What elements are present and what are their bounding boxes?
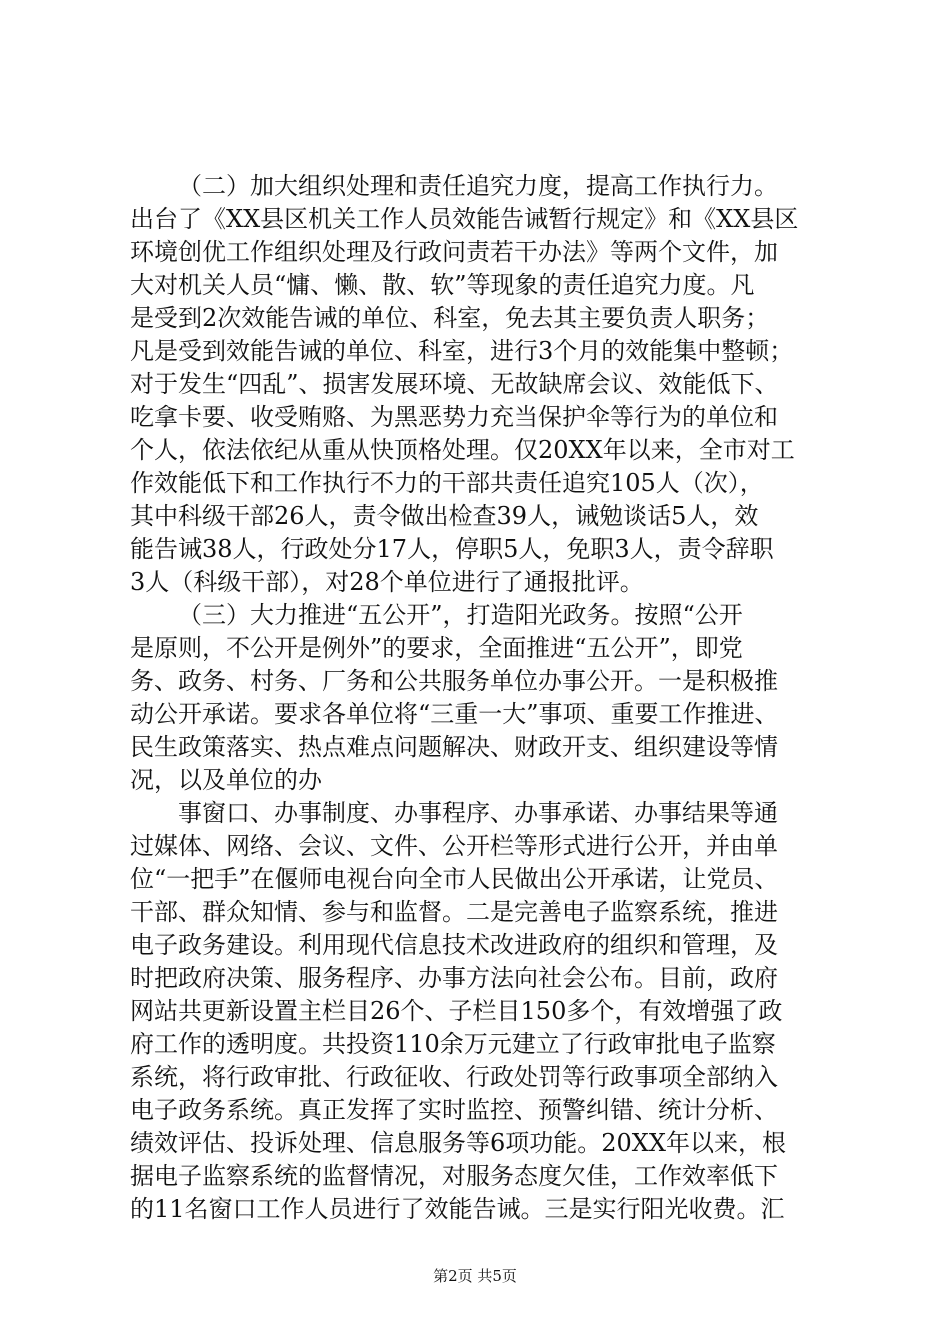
text-line: 系统，将行政审批、行政征收、行政处罚等行政事项全部纳入 (130, 1063, 778, 1091)
text-line: 况，以及单位的办 (130, 766, 322, 794)
text-line: 网站共更新设置主栏目26个、子栏目150多个，有效增强了政 (130, 997, 783, 1025)
text-line: （二）加大组织处理和责任追究力度，提高工作执行力。 (178, 172, 778, 200)
text-line: 出台了《XX县区机关工作人员效能告诫暂行规定》和《XX县区 (130, 205, 799, 233)
text-line: 绩效评估、投诉处理、信息服务等6项功能。20XX年以来，根 (130, 1129, 786, 1157)
page-number: 第2页 共5页 (433, 1267, 517, 1285)
text-line: 过媒体、网络、会议、文件、公开栏等形式进行公开，并由单 (130, 832, 778, 860)
text-line: 电子政务建设。利用现代信息技术改进政府的组织和管理，及 (130, 931, 778, 959)
text-line: 3人（科级干部），对28个单位进行了通报批评。 (130, 568, 644, 596)
text-line: 大对机关人员“慵、懒、散、软”等现象的责任追究力度。凡 (130, 271, 755, 299)
text-line: 环境创优工作组织处理及行政问责若干办法》等两个文件，加 (130, 238, 778, 266)
text-line: 时把政府决策、服务程序、办事方法向社会公布。目前，政府 (130, 964, 778, 992)
text-line: 干部、群众知情、参与和监督。二是完善电子监察系统，推进 (130, 898, 778, 926)
text-line: 能告诫38人，行政处分17人，停职5人，免职3人，责令辞职 (130, 535, 774, 563)
text-line: 位“一把手”在偃师电视台向全市人民做出公开承诺，让党员、 (130, 865, 779, 893)
text-line: 吃拿卡要、收受贿赂、为黑恶势力充当保护伞等行为的单位和 (130, 403, 778, 431)
text-line: 凡是受到效能告诫的单位、科室，进行3个月的效能集中整顿； (130, 337, 794, 365)
text-line: 个人，依法依纪从重从快顶格处理。仅20XX年以来，全市对工 (130, 436, 795, 464)
page-footer (0, 1266, 950, 1286)
text-line: 事窗口、办事制度、办事程序、办事承诺、办事结果等通 (178, 799, 778, 827)
text-line: 是原则，不公开是例外”的要求，全面推进“五公开”，即党 (130, 634, 743, 662)
text-line: 据电子监察系统的监督情况，对服务态度欠佳，工作效率低下 (130, 1162, 778, 1190)
text-line: 府工作的透明度。共投资110余万元建立了行政审批电子监察 (130, 1030, 776, 1058)
text-line: 电子政务系统。真正发挥了实时监控、预警纠错、统计分析、 (130, 1096, 778, 1124)
text-line: 民生政策落实、热点难点问题解决、财政开支、组织建设等情 (130, 733, 778, 761)
text-line: 务、政务、村务、厂务和公共服务单位办事公开。一是积极推 (130, 667, 778, 695)
text-line: 的11名窗口工作人员进行了效能告诫。三是实行阳光收费。汇 (130, 1195, 785, 1223)
text-line: 是受到2次效能告诫的单位、科室，免去其主要负责人职务； (130, 304, 770, 332)
text-line: 作效能低下和工作执行不力的干部共责任追究105人（次）， (130, 469, 764, 497)
text-line: 动公开承诺。要求各单位将“三重一大”事项、重要工作推进、 (130, 700, 779, 728)
text-line: 对于发生“四乱”、损害发展环境、无故缺席会议、效能低下、 (130, 370, 779, 398)
text-line: （三）大力推进“五公开”，打造阳光政务。按照“公开 (178, 601, 743, 629)
text-line: 其中科级干部26人，责令做出检查39人，诫勉谈话5人，效 (130, 502, 759, 530)
